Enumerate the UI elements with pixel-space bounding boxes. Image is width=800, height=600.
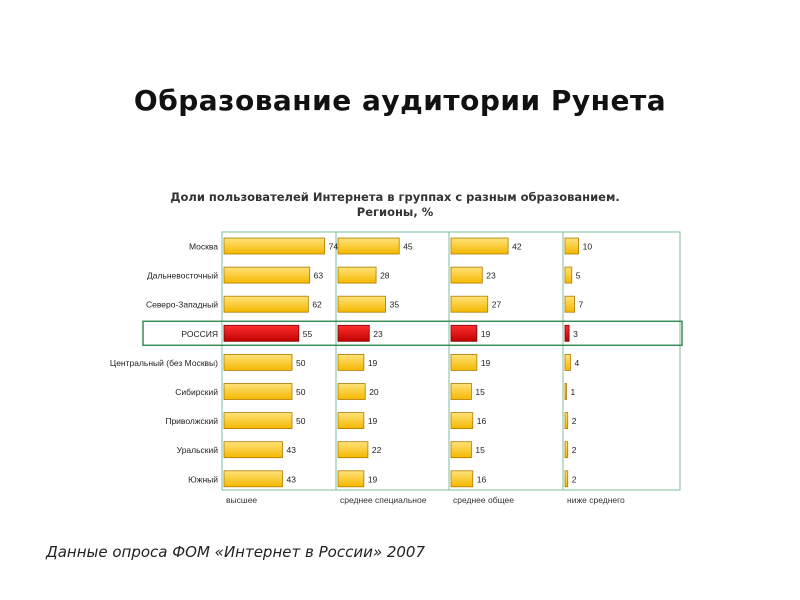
bar-среднее-общее-южный (451, 471, 473, 487)
category-label-россия: РОССИЯ (181, 328, 218, 339)
bar-высшее-приволжский (224, 413, 292, 429)
value-label-высшее-сибирский: 50 (296, 387, 306, 397)
bar-ниже-среднего-северо-западный (565, 296, 575, 312)
panel-label-среднее-специальное: среднее специальное (340, 495, 427, 505)
category-label-дальневосточный: Дальневосточный (146, 270, 218, 281)
value-label-ниже-среднего-сибирский: 1 (570, 387, 576, 397)
value-label-высшее-россия: 55 (302, 328, 313, 339)
bar-среднее-общее-москва (451, 238, 508, 254)
bar-высшее-южный (224, 471, 282, 487)
bar-ниже-среднего-приволжский (565, 413, 568, 429)
bar-ниже-среднего-дальневосточный (565, 267, 572, 283)
value-label-ниже-среднего-северо-западный: 7 (578, 299, 584, 310)
category-label-северо-западный: Северо-Западный (145, 299, 218, 310)
panel-label-высшее: высшее (226, 495, 258, 505)
value-label-высшее-центральный-без-москвы: 50 (296, 357, 306, 368)
panel-label-среднее-общее: среднее общее (453, 495, 514, 505)
category-label-москва: Москва (188, 241, 218, 252)
bar-ниже-среднего-центральный-без-москвы (565, 354, 570, 370)
value-label-среднее-общее-дальневосточный: 23 (486, 270, 496, 281)
value-label-среднее-общее-приволжский: 16 (476, 416, 487, 427)
value-label-высшее-южный: 43 (286, 474, 296, 485)
bar-среднее-общее-сибирский (451, 384, 471, 400)
value-label-ниже-среднего-приволжский: 2 (571, 416, 577, 427)
value-label-высшее-дальневосточный: 63 (313, 270, 324, 281)
value-label-среднее-общее-северо-западный: 27 (491, 299, 502, 310)
value-label-среднее-специальное-москва: 45 (403, 241, 413, 252)
source-note: Данные опроса ФОМ «Интернет в России» 2007 (46, 543, 426, 561)
value-label-ниже-среднего-россия: 3 (573, 328, 578, 339)
category-label-уральский: Уральский (176, 445, 218, 456)
category-label-сибирский: Сибирский (175, 387, 218, 397)
value-label-среднее-общее-москва: 42 (512, 241, 522, 252)
chart-subtitle: Регионы, % (356, 205, 434, 219)
bar-высшее-москва (224, 238, 325, 254)
bar-высшее-северо-западный (224, 296, 308, 312)
bar-среднее-специальное-москва (338, 238, 399, 254)
bar-ниже-среднего-южный (565, 471, 568, 487)
value-label-среднее-специальное-южный: 19 (367, 474, 378, 485)
bar-среднее-специальное-северо-западный (338, 296, 386, 312)
value-label-ниже-среднего-дальневосточный: 5 (575, 270, 581, 281)
category-label-приволжский: Приволжский (165, 416, 218, 427)
value-label-среднее-общее-центральный-без-москвы: 19 (480, 357, 491, 368)
bar-среднее-специальное-дальневосточный (338, 267, 376, 283)
panel-label-ниже-среднего: ниже среднего (567, 495, 625, 505)
bar-среднее-специальное-уральский (338, 442, 368, 458)
value-label-ниже-среднего-центральный-без-москвы: 4 (574, 357, 580, 368)
bar-ниже-среднего-сибирский (565, 384, 567, 400)
category-label-центральный-без-москвы: Центральный (без Москвы) (109, 357, 218, 368)
bar-высшее-сибирский (224, 384, 292, 400)
value-label-среднее-специальное-россия: 23 (373, 328, 383, 339)
bar-высшее-дальневосточный (224, 267, 310, 283)
value-label-ниже-среднего-южный: 2 (571, 474, 577, 485)
value-label-среднее-специальное-центральный-без-москвы: 19 (367, 357, 378, 368)
bar-среднее-общее-уральский (451, 442, 471, 458)
chart-title-line: Доли пользователей Интернета в группах с разным образованием. (170, 190, 620, 204)
bar-среднее-общее-россия (451, 325, 477, 341)
bar-среднее-специальное-южный (338, 471, 364, 487)
bar-ниже-среднего-россия (565, 325, 569, 341)
bar-среднее-общее-дальневосточный (451, 267, 482, 283)
value-label-высшее-северо-западный: 62 (312, 299, 322, 310)
value-label-ниже-среднего-уральский: 2 (571, 445, 577, 456)
value-label-среднее-общее-уральский: 15 (475, 445, 485, 456)
bar-среднее-специальное-россия (338, 325, 369, 341)
value-label-ниже-среднего-москва: 10 (582, 241, 593, 252)
bar-высшее-центральный-без-москвы (224, 354, 292, 370)
bar-среднее-специальное-приволжский (338, 413, 364, 429)
value-label-среднее-общее-сибирский: 15 (475, 387, 485, 397)
bar-высшее-россия (224, 325, 299, 341)
value-label-среднее-общее-южный: 16 (476, 474, 487, 485)
value-label-высшее-москва: 74 (328, 241, 339, 252)
bar-среднее-общее-центральный-без-москвы (451, 354, 477, 370)
value-label-среднее-специальное-дальневосточный: 28 (380, 270, 390, 281)
value-label-среднее-специальное-сибирский: 20 (369, 387, 379, 397)
bar-среднее-общее-приволжский (451, 413, 473, 429)
category-label-южный: Южный (188, 474, 218, 485)
bar-среднее-специальное-сибирский (338, 384, 365, 400)
bar-среднее-специальное-центральный-без-москвы (338, 354, 364, 370)
value-label-среднее-специальное-уральский: 22 (371, 445, 382, 456)
bar-высшее-уральский (224, 442, 282, 458)
value-label-высшее-приволжский: 50 (296, 416, 306, 427)
bar-ниже-среднего-москва (565, 238, 579, 254)
value-label-высшее-уральский: 43 (286, 445, 296, 456)
bar-ниже-среднего-уральский (565, 442, 568, 458)
slide-title: Образование аудитории Рунета (133, 84, 667, 117)
value-label-среднее-специальное-приволжский: 19 (367, 416, 378, 427)
value-label-среднее-общее-россия: 19 (480, 328, 491, 339)
value-label-среднее-специальное-северо-западный: 35 (389, 299, 400, 310)
bar-среднее-общее-северо-западный (451, 296, 488, 312)
